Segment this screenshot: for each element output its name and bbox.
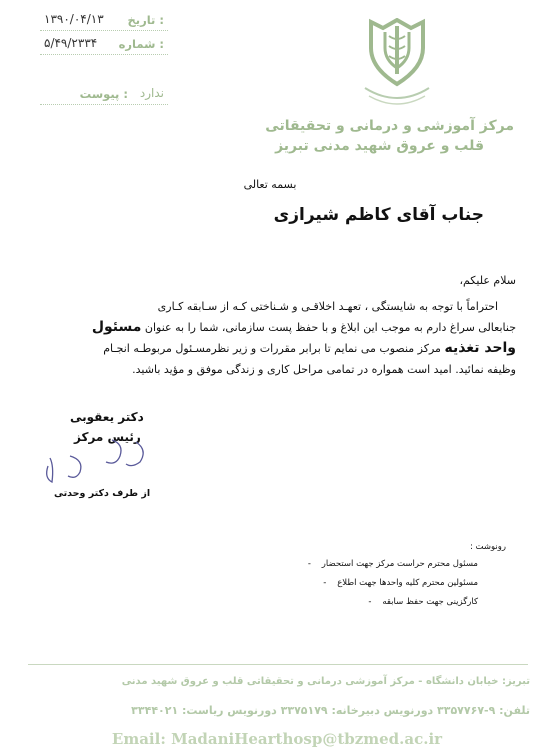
body-line-4: [38, 359, 516, 380]
body-line-1-text: احتراماً با توجه به شایستگی ، تعهـد اخلاقـی و شـناختی کـه از سـابقه کـاری: [157, 300, 498, 313]
body-line-1: [38, 296, 516, 317]
body-line-2-bold: مسئول: [91, 319, 142, 335]
attachment-row: [40, 86, 168, 105]
cc-title: رونوشت :: [469, 542, 506, 552]
greeting: سلام علیکم،: [459, 274, 516, 287]
number-row: [40, 36, 168, 55]
body-line-3: [38, 338, 516, 359]
attachment-value: ندارد: [139, 86, 164, 100]
date-row: [40, 12, 168, 31]
cc-item: [368, 597, 478, 607]
cc-dash: -: [323, 578, 335, 588]
signer-name: دکتر یعقوبی: [70, 410, 144, 424]
attachment-label: پیوست :: [79, 87, 128, 101]
date-label: تاریخ :: [127, 13, 164, 27]
cc-dash: -: [307, 559, 320, 569]
cc-item-text: مسئولین محترم کلیه واحدها جهت اطلاع: [337, 578, 478, 588]
footer-address: تبریز: خیابان دانشگاه - مرکز آموزشی درمانی و تحقیقاتی قلب و عروق شهید مدنی: [121, 676, 530, 687]
cc-dash: -: [368, 597, 380, 607]
on-behalf-of: از طرف دکتر وحدتی: [54, 488, 151, 499]
org-name-line2: قلب و عروق شهید مدنی تبریز: [275, 138, 484, 154]
university-emblem-icon: [355, 18, 439, 114]
cc-item: [323, 578, 478, 588]
signer-title: رئیس مرکز: [74, 430, 141, 444]
handwritten-signature: [40, 436, 150, 486]
org-name-line1: مرکز آموزشی و درمانی و تحقیقاتی: [265, 118, 514, 134]
body-line-3-bold: واحد تغذیه: [444, 340, 516, 356]
number-value: ۵/۴۹/۲۳۳۴: [44, 36, 98, 50]
bismillah: بسمه تعالی: [243, 178, 297, 191]
cc-item-text: کارگزینی جهت حفظ سابقه: [382, 597, 478, 607]
footer-divider: [28, 664, 528, 665]
body-line-4-text: وظیفه نمائید. امید است همواره در تمامی مراحل کاری و زندگی موفق و مؤید باشید.: [132, 363, 516, 376]
body-line-2: [38, 317, 516, 338]
footer-email: Email: MadaniHearthosp@tbzmed.ac.ir: [111, 730, 443, 748]
footer-phones: تلفن: ۹-۳۳۵۷۷۶۷ دورنویس دبیرخانه: ۳۳۷۵۱۷۹ دورنویس ریاست: ۳۳۴۴۰۲۱: [131, 704, 530, 717]
cc-item-text: مسئول محترم حراست مرکز جهت استحضار: [321, 559, 478, 569]
body-line-3-text: مرکز منصوب می نمایم تا برابر مقررات و زیر نظرمسـئول مربوطـه انجـام: [103, 342, 441, 355]
letter-body: [38, 296, 516, 380]
body-line-2-text: جنابعالی سراغ دارم به موجب این ابلاغ و با حفظ پست سازمانی، شما را به عنوان: [144, 321, 516, 334]
date-value: ۱۳۹۰/۰۴/۱۳: [44, 12, 104, 26]
cc-item: [308, 559, 478, 569]
addressee: جناب آقای کاظم شیرازی: [273, 205, 484, 225]
number-label: شماره :: [118, 37, 164, 51]
